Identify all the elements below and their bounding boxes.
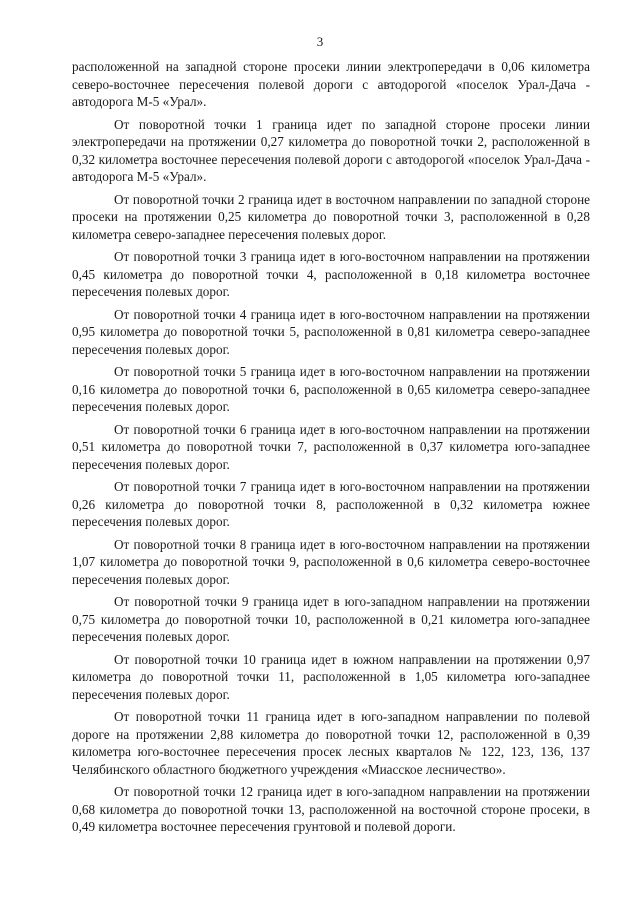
paragraph-point-3: От поворотной точки 3 граница идет в юго-восточном направлении на протяжении 0,45 километра до поворотной точки 4, расположенной в 0,18 километра восточнее пересечения полевых дорог. — [72, 249, 590, 299]
paragraph-point-2: От поворотной точки 2 граница идет в восточном направлении по западной стороне просеки на протяжении 0,25 километра до поворотной точки 3, расположенной в 0,28 километра северо-западнее пересечения полевых дорог. — [72, 191, 590, 242]
paragraph-point-5: От поворотной точки 5 граница идет в юго-восточном направлении на протяжении 0,16 километра до поворотной точки 6, расположенной в 0,65 километра северо-западнее пересечения полевых дорог. — [72, 364, 590, 414]
paragraph-continuation: расположенной на западной стороне просеки линии электропередачи в 0,06 километра северо-восточнее пересечения полевой дороги с автодорогой «поселок Урал-Дача - автодорога М-5 «Урал». — [72, 59, 590, 109]
paragraph-point-10: От поворотной точки 10 граница идет в южном направлении на протяжении 0,97 километра до поворотной точки 11, расположенной в 1,05 километра юго-западнее пересечения полевых дорог. — [72, 651, 590, 702]
paragraph-point-12: От поворотной точки 12 граница идет в юго-западном направлении на протяжении 0,68 километра до поворотной точки 13, расположенной на восточной стороне просеки, в 0,49 километра восточнее пересечения грунтовой и полевой дороги. — [72, 784, 590, 834]
document-body — [72, 58, 590, 841]
page-number: 3 — [316, 34, 324, 49]
paragraph-point-1: От поворотной точки 1 граница идет по западной стороне просеки линии электропередачи на протяжении 0,27 километра до поворотной точки 2, расположенной в 0,32 километра восточнее пересечения полевой дороги с автодорогой «поселок Урал-Дача - автодорога М-5 «Урал». — [72, 116, 590, 184]
paragraph-point-11: От поворотной точки 11 граница идет в юго-западном направлении по полевой дороге на протяжении 2,88 километра до поворотной точки 12, расположенной в 0,39 километра юго-восточнее пересечения просек лесных кварталов № 122, 123, 136, 137 Челябинского областного бюджетного учреждения «Миасское лесничество». — [72, 709, 590, 777]
paragraph-point-8: От поворотной точки 8 граница идет в юго-восточном направлении на протяжении 1,07 километра до поворотной точки 9, расположенной в 0,6 километра северо-восточнее пересечения полевых дорог. — [72, 536, 590, 587]
paragraph-point-9: От поворотной точки 9 граница идет в юго-западном направлении на протяжении 0,75 километра до поворотной точки 10, расположенной в 0,21 километра юго-западнее пересечения полевых дорог. — [72, 594, 590, 644]
paragraph-point-4: От поворотной точки 4 граница идет в юго-восточном направлении на протяжении 0,95 километра до поворотной точки 5, расположенной в 0,81 километра северо-западнее пересечения полевых дорог. — [72, 306, 590, 357]
paragraph-point-7: От поворотной точки 7 граница идет в юго-восточном направлении на протяжении 0,26 километра до поворотной точки 8, расположенной в 0,32 километра южнее пересечения полевых дорог. — [72, 479, 590, 529]
paragraph-point-6: От поворотной точки 6 граница идет в юго-восточном направлении на протяжении 0,51 километра до поворотной точки 7, расположенной в 0,37 километра юго-западнее пересечения полевых дорог. — [72, 421, 590, 472]
